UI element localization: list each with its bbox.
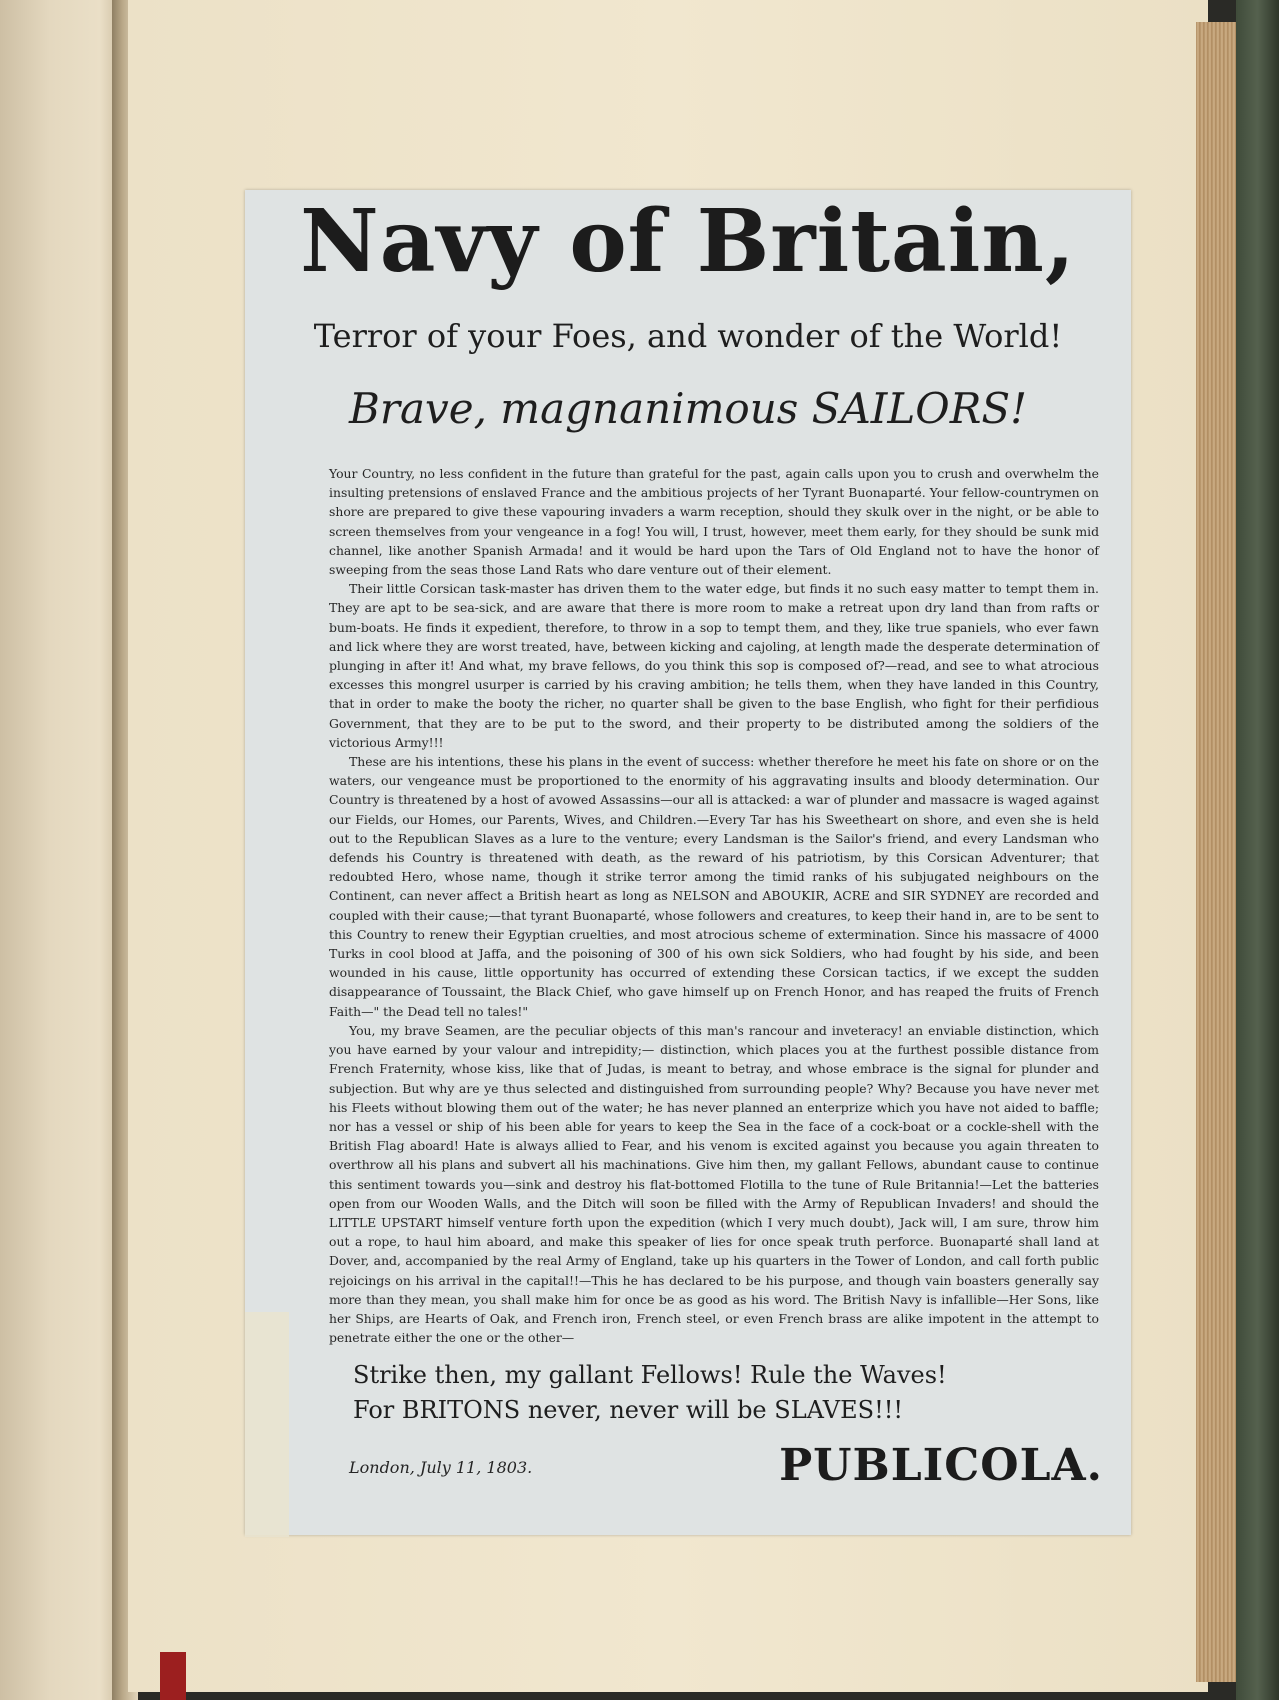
body-paragraph: Their little Corsican task-master has driven them to the water edge, but finds it no such easy matter to tempt them in. They are apt to be sea-sick, and are aware that there is more room to make a retreat upon dry land than from rafts or bum-boats. He finds it expedient, therefore, to throw in a sop to tempt them, and they, like true spaniels, who ever fawn and lick where they are worst treated, have, between kicking and cajoling, at length made the desperate determination of plunging in after it! And what, my brave fellows, do you think this sop is composed of?—read, and see to what atrocious excesses this mongrel usurper is carried by his craving ambition; he tells them, when they have landed in this Country, that in order to make the booty the richer, no quarter shall be given to the base English, who fight for their perfidious Government, that they are to be put to the sword, and their property to be distributed among the soldiers of the victorious Army!!! bbox=[329, 581, 1099, 750]
body-paragraph: You, my brave Seamen, are the peculiar objects of this man's rancour and inveteracy! an enviable distinction, which you have earned by your valour and intrepidity;— distinction, which places you at the furthest possible distance from French Fraternity, whose kiss, like that of Judas, is meant to betray, and whose embrace is the signal for plunder and subjection. But why are ye thus selected and distinguished from surrounding people? Why? Because you have never met his Fleets without blowing them out of the water; he has never planned an enterprize which you have not aided to baffle; nor has a vessel or ship of his been able for years to keep the Sea in the face of a cock-boat or a cockle-shell with the British Flag aboard! Hate is always allied to Fear, and his venom is excited against you because you again threaten to overthrow all his plans and subvert all his machinations. Give him then, my gallant Fellows, abundant cause to continue this sentiment towards you—sink and destroy his flat-bottomed Flotilla to the tune of Rule Britannia!—Let the batteries open from our Wooden Walls, and the Ditch will soon be filled with the Army of Republican Invaders! and should the LITTLE UPSTART himself venture forth upon the expedition (which I very much doubt), Jack will, I am sure, throw him out a rope, to haul him aboard, and make this speaker of lies for once speak truth perforce. Buonaparté shall land at Dover, and, accompanied by the real Army of England, take up his quarters in the Tower of London, and call forth public rejoicings on his arrival in the capital!!—This he has declared to be his purpose, and though vain boasters generally say more than they mean, you shall make him for once be as good as his word. The British Navy is infallible—Her Sons, like her Ships, are Hearts of Oak, and French iron, French steel, or even French brass are alike impotent in the attempt to penetrate either the one or the other— bbox=[329, 1022, 1099, 1346]
book-cover-edge bbox=[1236, 0, 1279, 1700]
tape-strip bbox=[245, 1312, 289, 1537]
closing-line: Strike then, my gallant Fellows! Rule the Waves! bbox=[353, 1361, 947, 1389]
bookmark-ribbon bbox=[160, 1652, 186, 1700]
broadside-signature: PUBLICOLA. bbox=[779, 1440, 1103, 1491]
broadside-dateline: London, July 11, 1803. bbox=[349, 1458, 533, 1477]
broadside-address: Brave, magnanimous SAILORS! bbox=[349, 384, 1027, 433]
book-page-edges bbox=[1196, 22, 1236, 1682]
broadside-headline: Navy of Britain, bbox=[300, 191, 1076, 292]
broadside-sheet bbox=[245, 190, 1131, 1535]
body-paragraph: Your Country, no less confident in the future than grateful for the past, again calls upon you to crush and overwhelm the insulting pretensions of enslaved France and the ambitious projects of her Tyrant Buonaparté. Your fellow-countrymen on shore are prepared to give these vapouring invaders a warm reception, should they skulk over in the night, or be able to screen themselves from your vengeance in a fog! You will, I trust, however, meet them early, for they should be sunk mid channel, like another Spanish Armada! and it would be hard upon the Tars of Old England not to have the honor of sweeping from the seas those Land Rats who dare venture out of their element. bbox=[329, 466, 1099, 578]
closing-line: For BRITONS never, never will be SLAVES!!! bbox=[353, 1396, 904, 1424]
body-paragraph: These are his intentions, these his plans in the event of success: whether therefore he meet his fate on shore or on the waters, our vengeance must be proportioned to the enormity of his aggravating insults and bloody determination. Our Country is threatened by a host of avowed Assassins—our all is attacked: a war of plunder and massacre is waged against our Fields, our Homes, our Parents, Wives, and Children.—Every Tar has his Sweetheart on shore, and even she is held out to the Republican Slaves as a lure to the venture; every Landsman is the Sailor's friend, and every Landsman who defends his Country is threatened with death, as the reward of his patriotism, by this Corsican Adventurer; that redoubted Hero, whose name, though it strike terror among the timid ranks of his subjugated neighbours on the Continent, can never affect a British heart as long as NELSON and ABOUKIR, ACRE and SIR SYDNEY are recorded and coupled with their cause;—that tyrant Buonaparté, whose followers and creatures, to keep their hand in, are to be sent to this Country to renew their Egyptian cruelties, and most atrocious scheme of extermination. Since his massacre of 4000 Turks in cool blood at Jaffa, and the poisoning of 300 of his own sick Soldiers, who had fought by his side, and been wounded in his cause, little opportunity has occurred of extending these Corsican tactics, if we except the sudden disappearance of Toussaint, the Black Chief, who gave himself up on French Honor, and has reaped the fruits of French Faith—" the Dead tell no tales!" bbox=[329, 754, 1099, 1019]
broadside-body bbox=[329, 464, 1099, 1347]
broadside-subheadline: Terror of your Foes, and wonder of the World! bbox=[313, 317, 1063, 355]
broadside-closing bbox=[353, 1358, 1093, 1428]
book-left-page bbox=[0, 0, 125, 1700]
